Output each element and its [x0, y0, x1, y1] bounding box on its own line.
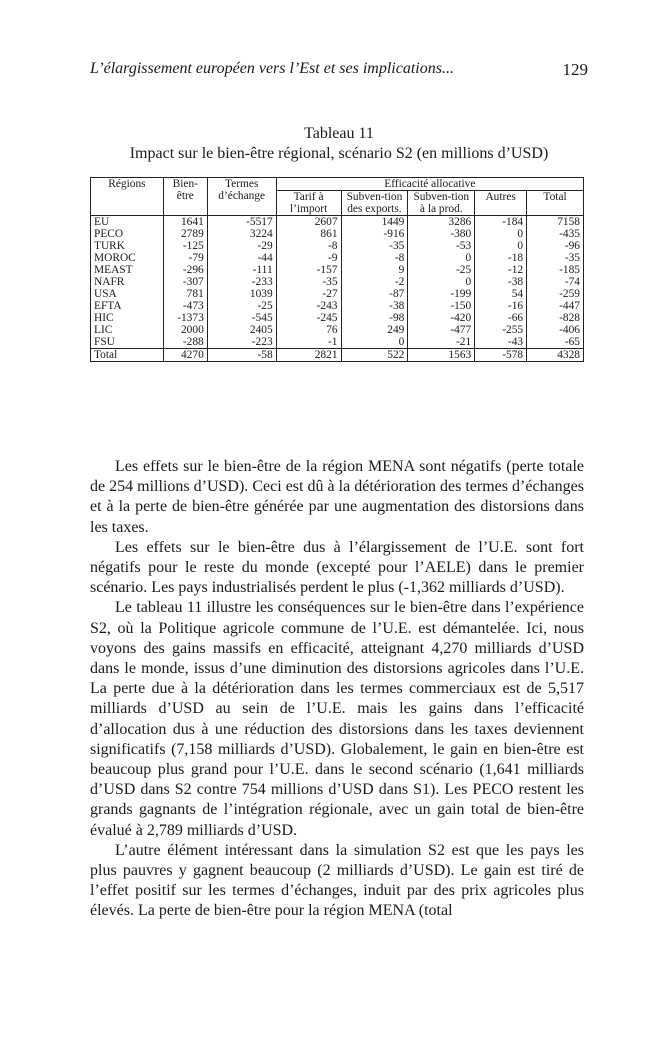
running-title: L’élargissement européen vers l’Est et ses implications...: [90, 60, 454, 77]
cell-subv-prod: -21: [408, 336, 475, 349]
cell-region: NAFR: [91, 276, 164, 288]
table-row: [91, 312, 584, 324]
table-row: [91, 336, 584, 349]
cell-subv-prod: 0: [408, 276, 475, 288]
cell-tarif: -157: [276, 264, 341, 276]
cell-subv-exports: -98: [341, 312, 408, 324]
page-header: [90, 60, 588, 84]
cell-subv-exports: -87: [341, 288, 408, 300]
cell-tarif: 2607: [276, 216, 341, 229]
cell-termes: 1039: [207, 288, 276, 300]
cell-termes: -5517: [207, 216, 276, 229]
header-regions: Régions: [91, 178, 164, 216]
cell-subv-prod: -53: [408, 240, 475, 252]
cell-bien-etre: 2000: [163, 324, 207, 336]
cell-termes: -111: [207, 264, 276, 276]
cell-subv-exports: -2: [341, 276, 408, 288]
cell-subv-exports: -916: [341, 228, 408, 240]
cell-subv-prod: -477: [408, 324, 475, 336]
cell-bien-etre: -79: [163, 252, 207, 264]
cell-total: -406: [527, 324, 584, 336]
cell-tarif: 2821: [276, 349, 341, 362]
cell-subv-prod: -150: [408, 300, 475, 312]
header-termes: Termes d’échange: [207, 178, 276, 216]
cell-bien-etre: -1373: [163, 312, 207, 324]
cell-autres: -43: [475, 336, 527, 349]
table-row: [91, 252, 584, 264]
cell-total: 4328: [527, 349, 584, 362]
cell-bien-etre: 2789: [163, 228, 207, 240]
cell-tarif: 861: [276, 228, 341, 240]
table-title-block: [90, 124, 588, 164]
cell-autres: -18: [475, 252, 527, 264]
cell-subv-prod: 3286: [408, 216, 475, 229]
cell-total: -74: [527, 276, 584, 288]
table-row: [91, 228, 584, 240]
cell-subv-prod: -380: [408, 228, 475, 240]
cell-tarif: -1: [276, 336, 341, 349]
cell-tarif: 76: [276, 324, 341, 336]
cell-termes: -58: [207, 349, 276, 362]
cell-region: MEAST: [91, 264, 164, 276]
header-autres: Autres: [475, 191, 527, 216]
table-caption: Tableau 11: [304, 125, 374, 142]
cell-total: -828: [527, 312, 584, 324]
cell-tarif: -35: [276, 276, 341, 288]
cell-subv-prod: -25: [408, 264, 475, 276]
cell-termes: -25: [207, 300, 276, 312]
cell-region: PECO: [91, 228, 164, 240]
cell-tarif: -9: [276, 252, 341, 264]
cell-region: HIC: [91, 312, 164, 324]
cell-subv-exports: 0: [341, 336, 408, 349]
cell-termes: 2405: [207, 324, 276, 336]
cell-tarif: -245: [276, 312, 341, 324]
table-body: [91, 216, 584, 362]
cell-subv-exports: -38: [341, 300, 408, 312]
table-row: [91, 276, 584, 288]
cell-total: -185: [527, 264, 584, 276]
cell-bien-etre: -473: [163, 300, 207, 312]
cell-total: -447: [527, 300, 584, 312]
cell-subv-prod: 1563: [408, 349, 475, 362]
cell-subv-exports: 522: [341, 349, 408, 362]
cell-autres: -66: [475, 312, 527, 324]
header-tarif: Tarif à l’import: [276, 191, 341, 216]
paragraph: Les effets sur le bien-être de la région MENA sont négatifs (perte totale de 254 millions d’USD). Ceci est dû à la détérioration des termes d’échanges et à la perte de bien-être générée par une augmentation des distorsions dans les taxes.: [90, 458, 584, 536]
cell-bien-etre: -288: [163, 336, 207, 349]
cell-autres: 0: [475, 240, 527, 252]
body-text: [90, 457, 584, 922]
cell-total: -435: [527, 228, 584, 240]
table-container: [90, 177, 584, 362]
table-row: [91, 300, 584, 312]
cell-autres: 54: [475, 288, 527, 300]
cell-termes: -233: [207, 276, 276, 288]
table-row: [91, 324, 584, 336]
cell-region: USA: [91, 288, 164, 300]
cell-termes: -44: [207, 252, 276, 264]
cell-subv-exports: -35: [341, 240, 408, 252]
header-efficacite: Efficacité allocative: [276, 178, 583, 191]
cell-autres: -12: [475, 264, 527, 276]
welfare-table: [90, 177, 584, 362]
table-row-total: [91, 349, 584, 362]
cell-subv-prod: -199: [408, 288, 475, 300]
cell-subv-prod: 0: [408, 252, 475, 264]
cell-bien-etre: -296: [163, 264, 207, 276]
cell-autres: -16: [475, 300, 527, 312]
cell-region: FSU: [91, 336, 164, 349]
cell-autres: 0: [475, 228, 527, 240]
cell-subv-exports: -8: [341, 252, 408, 264]
cell-tarif: -243: [276, 300, 341, 312]
cell-autres: -184: [475, 216, 527, 229]
cell-subv-prod: -420: [408, 312, 475, 324]
table-row: [91, 264, 584, 276]
cell-region: Total: [91, 349, 164, 362]
cell-termes: 3224: [207, 228, 276, 240]
table-row: [91, 288, 584, 300]
cell-autres: -255: [475, 324, 527, 336]
cell-bien-etre: 1641: [163, 216, 207, 229]
paragraph: L’autre élément intéressant dans la simulation S2 est que les pays les plus pauvres y gagnent beaucoup (2 milliards d’USD). Le gain est tiré de l’effet positif sur les termes d’échanges, induit par des prix agricoles plus élevés. La perte de bien-être pour la région MENA (total: [90, 841, 584, 920]
cell-termes: -29: [207, 240, 276, 252]
table-title: Impact sur le bien-être régional, scénario S2 (en millions d’USD): [129, 145, 549, 162]
cell-autres: -578: [475, 349, 527, 362]
header-total: Total: [527, 191, 584, 216]
cell-total: -35: [527, 252, 584, 264]
cell-total: -259: [527, 288, 584, 300]
table-row: [91, 240, 584, 252]
cell-region: MOROC: [91, 252, 164, 264]
cell-bien-etre: 781: [163, 288, 207, 300]
cell-bien-etre: -125: [163, 240, 207, 252]
header-subv-prod: Subven-tion à la prod.: [408, 191, 475, 216]
cell-tarif: -27: [276, 288, 341, 300]
cell-bien-etre: 4270: [163, 349, 207, 362]
page-number: 129: [562, 60, 588, 79]
cell-subv-exports: 1449: [341, 216, 408, 229]
cell-region: LIC: [91, 324, 164, 336]
cell-total: -96: [527, 240, 584, 252]
cell-region: TURK: [91, 240, 164, 252]
cell-total: -65: [527, 336, 584, 349]
table-row: [91, 216, 584, 229]
cell-termes: -223: [207, 336, 276, 349]
cell-subv-exports: 249: [341, 324, 408, 336]
cell-total: 7158: [527, 216, 584, 229]
cell-subv-exports: 9: [341, 264, 408, 276]
cell-region: EFTA: [91, 300, 164, 312]
cell-termes: -545: [207, 312, 276, 324]
paragraph: Les effets sur le bien-être dus à l’élargissement de l’U.E. sont fort négatifs pour le reste du monde (excepté pour l’AELE) dans le premier scénario. Les pays industrialisés perdent le plus (-1,362 milliards d’USD).: [90, 538, 584, 597]
paragraph: Le tableau 11 illustre les conséquences sur le bien-être dans l’expérience S2, où la Politique agricole commune de l’U.E. est démantelée. Ici, nous voyons des gains massifs en efficacité, atteignant 4,270 milliards d’USD dans le monde, issus d’une diminution des distorsions agricoles dans l’U.E. La perte due à la détérioration dans les termes commerciaux est de 5,517 milliards d’USD au sein de l’U.E. mais les gains dans l’efficacité d’allocation dus à une réduction des distorsions dans les taxes deviennent significatifs (7,158 milliards d’USD). Globalement, le gain en bien-être est beaucoup plus grand pour l’U.E. dans le second scénario (1,641 milliards d’USD dans S2 contre 754 millions d’USD dans S1). Les PECO restent les grands gagnants de l’intégration régionale, avec un gain total de bien-être évalué à 2,789 milliards d’USD.: [90, 599, 584, 839]
cell-region: EU: [91, 216, 164, 229]
cell-bien-etre: -307: [163, 276, 207, 288]
cell-autres: -38: [475, 276, 527, 288]
header-subv-exports: Subven-tion des exports.: [341, 191, 408, 216]
cell-tarif: -8: [276, 240, 341, 252]
header-bien-etre: Bien-être: [163, 178, 207, 216]
